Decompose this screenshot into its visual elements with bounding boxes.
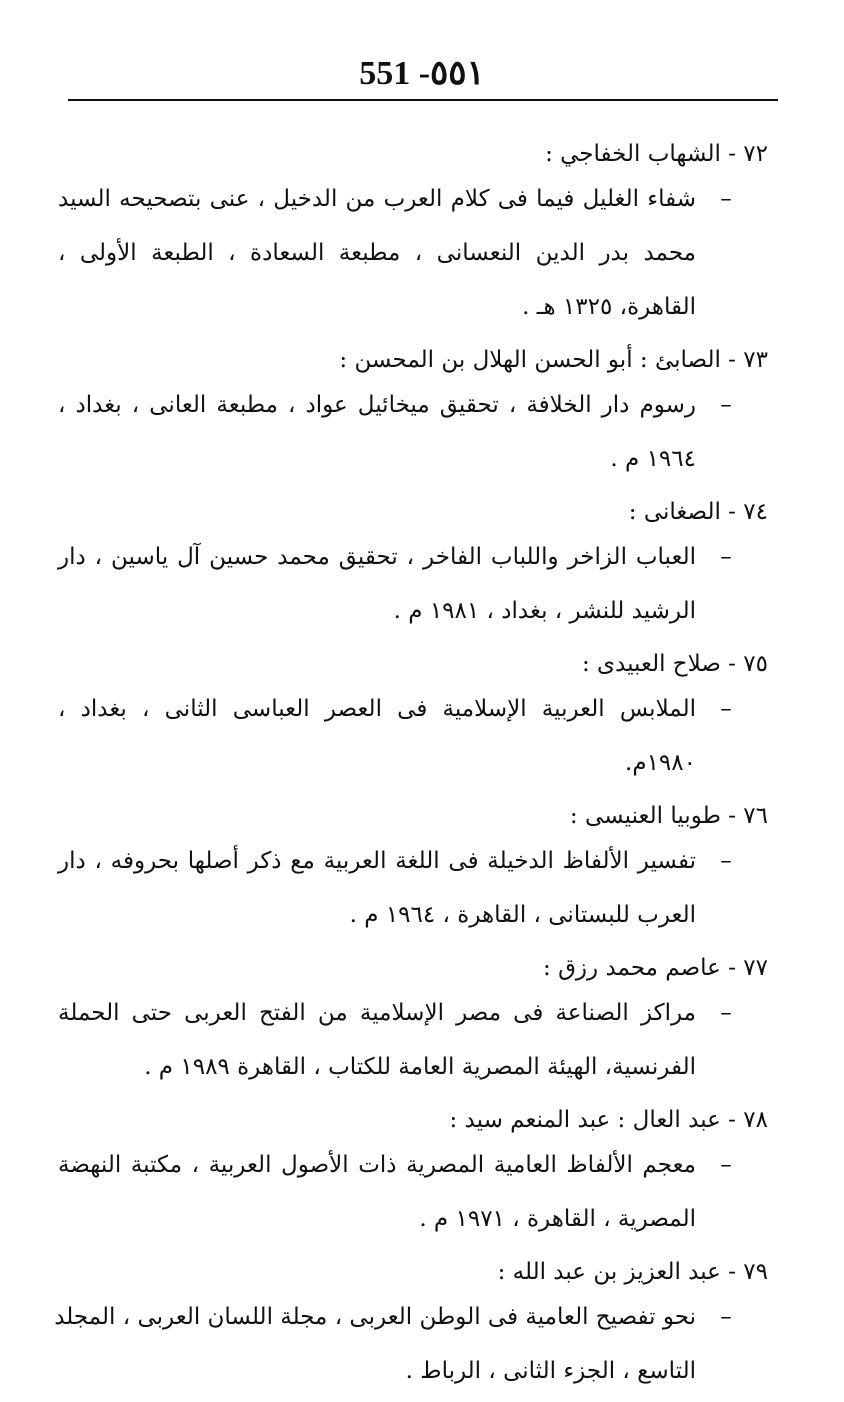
entry-heading: ٧٤ - الصغانى : <box>628 499 768 525</box>
bibliography-entry <box>58 1098 782 1250</box>
entry-line: محمد بدر الدين النعسانى ، مطبعة السعادة ، الطبعة الأولى ، <box>58 240 696 266</box>
bullet-dash: – <box>720 1000 732 1026</box>
bibliography-list <box>54 132 782 1402</box>
entry-line: التاسع ، الجزء الثانى ، الرباط . <box>405 1358 696 1384</box>
bullet-dash: – <box>720 1152 732 1178</box>
entry-heading: ٧٢ - الشهاب الخفاجي : <box>545 141 768 167</box>
entry-line: معجم الألفاظ العامية المصرية ذات الأصول العربية ، مكتبة النهضة <box>58 1152 696 1178</box>
entry-item <box>58 534 782 642</box>
bullet-dash: – <box>720 1304 732 1330</box>
entry-line: الفرنسية، الهيئة المصرية العامة للكتاب ، القاهرة ١٩٨٩ م . <box>144 1054 696 1080</box>
entry-line: مراكز الصناعة فى مصر الإسلامية من الفتح العربى حتى الحملة <box>58 1000 696 1026</box>
bullet-dash: – <box>720 186 732 212</box>
entry-line: نحو تفصيح العامية فى الوطن العربى ، مجلة اللسان العربى ، المجلد <box>54 1304 696 1330</box>
entry-heading: ٧٨ - عبد العال : عبد المنعم سيد : <box>449 1107 768 1133</box>
entry-item <box>58 176 782 338</box>
bullet-dash: – <box>720 696 732 722</box>
entry-line: تفسير الألفاظ الدخيلة فى اللغة العربية مع ذكر أصلها بحروفه ، دار <box>58 848 696 874</box>
entry-line: العرب للبستانى ، القاهرة ، ١٩٦٤ م . <box>349 902 696 928</box>
entry-heading: ٧٥ - صلاح العبيدى : <box>581 651 768 677</box>
page-number: 551 -٥٥١ <box>359 55 485 92</box>
entry-heading: ٧٦ - طوبيا العنيسى : <box>569 803 768 829</box>
bullet-dash: – <box>720 392 732 418</box>
entry-line: المصرية ، القاهرة ، ١٩٧١ م . <box>419 1206 696 1232</box>
bibliography-entry <box>58 132 782 338</box>
entry-item <box>58 990 782 1098</box>
entry-line: الرشيد للنشر ، بغداد ، ١٩٨١ م . <box>393 598 696 624</box>
entry-heading: ٧٩ - عبد العزيز بن عبد الله : <box>497 1259 768 1285</box>
entry-heading: ٧٧ - عاصم محمد رزق : <box>543 955 768 981</box>
bullet-dash: – <box>720 544 732 570</box>
bibliography-entry <box>54 1250 782 1402</box>
entry-line: القاهرة، ١٣٢٥ هـ . <box>522 294 696 320</box>
bibliography-entry <box>58 794 782 946</box>
bibliography-entry <box>58 338 782 490</box>
entry-item <box>54 1294 782 1402</box>
entry-item <box>58 382 782 490</box>
entry-line: ١٩٦٤ م . <box>610 446 696 472</box>
entry-line: ١٩٨٠م. <box>625 750 696 776</box>
entry-item <box>58 838 782 946</box>
bibliography-entry <box>58 642 782 794</box>
bibliography-entry <box>58 946 782 1098</box>
header-rule <box>68 99 778 101</box>
bibliography-entry <box>58 490 782 642</box>
entry-item <box>58 1142 782 1250</box>
entry-line: العباب الزاخر واللباب الفاخر ، تحقيق محمد حسين آل ياسين ، دار <box>58 544 696 570</box>
bullet-dash: – <box>720 848 732 874</box>
entry-line: رسوم دار الخلافة ، تحقيق ميخائيل عواد ، مطبعة العانى ، بغداد ، <box>58 392 696 418</box>
entry-line: الملابس العربية الإسلامية فى العصر العباسى الثانى ، بغداد ، <box>58 696 696 722</box>
entry-line: شفاء الغليل فيما فى كلام العرب من الدخيل ، عنى بتصحيحه السيد <box>58 186 696 212</box>
entry-item <box>58 686 782 794</box>
entry-heading: ٧٣ - الصابئ : أبو الحسن الهلال بن المحسن : <box>339 347 768 373</box>
